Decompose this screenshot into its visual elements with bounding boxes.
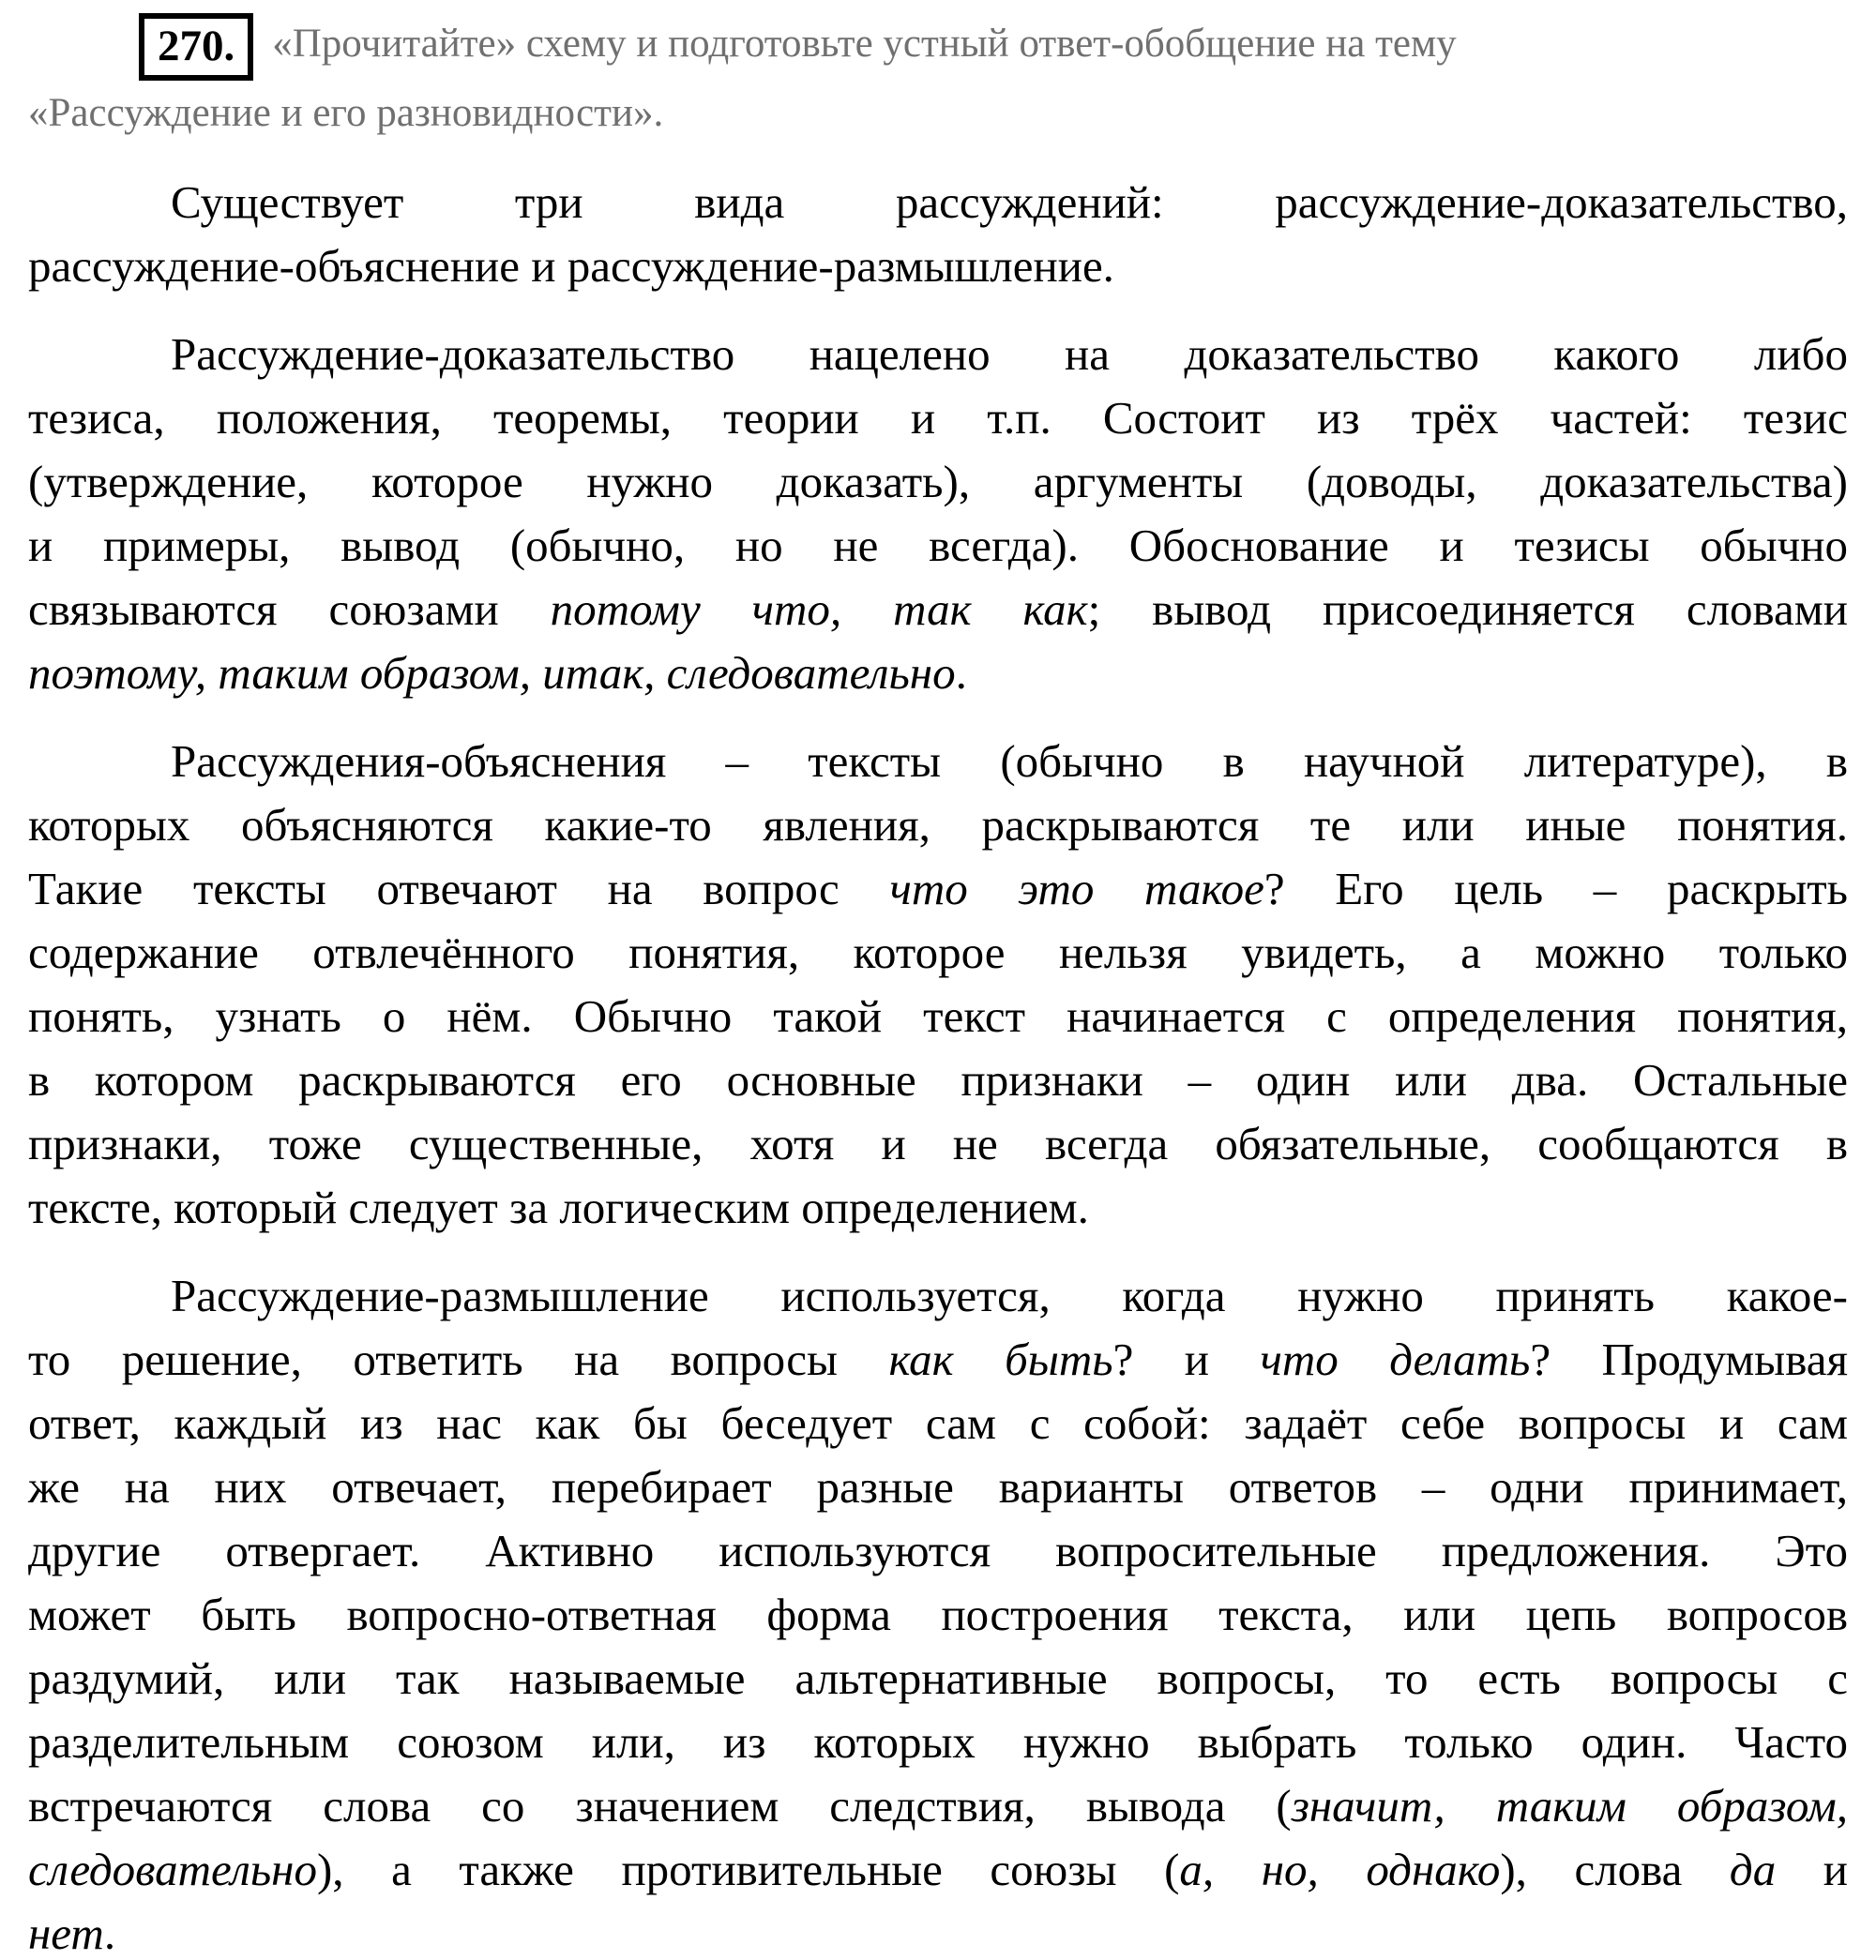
exercise-number: 270.: [158, 22, 235, 70]
text-segment: Рассуждения-объяснения – тексты (обычно в научной литературе), в: [171, 734, 1848, 787]
text-segment: (утверждение, которое нужно доказать), аргументы (доводы, доказательства): [28, 455, 1848, 507]
text-line: [28, 234, 1848, 298]
text-line: [28, 1112, 1848, 1176]
text-line: [28, 1328, 1848, 1392]
text-segment: Рассуждение-размышление используется, когда нужно принять какое-: [171, 1269, 1848, 1321]
text-segment: в котором раскрываются его основные признаки – один или два. Остальные: [28, 1053, 1848, 1106]
text-line: [28, 1048, 1848, 1112]
paragraph: [28, 171, 1848, 298]
text-segment: Рассуждение-доказательство нацелено на доказательство какого либо: [171, 327, 1848, 380]
exercise-instruction-line1: «Прочитайте» схему и подготовьте устный ответ-обобщение на тему: [272, 21, 1457, 66]
text-segment: рассуждение-объяснение и рассуждение-размышление.: [28, 239, 1114, 292]
text-line: [28, 985, 1848, 1048]
text-segment: .: [103, 1907, 116, 1959]
text-segment: признаки, тоже существенные, хотя и не всегда обязательные, сообщаются в: [28, 1117, 1848, 1169]
italic-text-segment: а, но, однако: [1179, 1843, 1501, 1895]
text-line: [28, 1647, 1848, 1711]
text-line: [28, 450, 1848, 514]
paragraph: [28, 730, 1848, 1240]
italic-text-segment: следовательно: [28, 1843, 317, 1895]
text-line: [28, 921, 1848, 985]
text-segment: ? Продумывая: [1530, 1333, 1849, 1385]
text-line: [28, 1774, 1848, 1838]
italic-text-segment: что делать: [1260, 1333, 1531, 1385]
text-line: [28, 1176, 1848, 1240]
text-segment: же на них отвечает, перебирает разные варианты ответов – одни принимает,: [28, 1460, 1848, 1513]
italic-text-segment: что это такое: [889, 862, 1264, 914]
text-segment: понять, узнать о нём. Обычно такой текст начинается с определения понятия,: [28, 989, 1848, 1042]
text-line: [28, 1264, 1848, 1328]
text-segment: ; вывод присоединяется словами: [1087, 582, 1848, 635]
text-segment: ), а также противительные союзы (: [316, 1843, 1180, 1895]
italic-text-segment: как быть: [888, 1333, 1113, 1385]
text-line: [28, 386, 1848, 450]
text-line: [28, 641, 1848, 705]
text-line: [28, 1711, 1848, 1774]
italic-text-segment: значит, таким образом,: [1291, 1779, 1848, 1832]
paragraph: [28, 323, 1848, 705]
text-segment: Такие тексты отвечают на вопрос: [28, 862, 890, 914]
text-segment: и примеры, вывод (обычно, но не всегда). Обоснование и тезисы обычно: [28, 519, 1848, 571]
text-line: [28, 857, 1848, 921]
text-line: [28, 793, 1848, 857]
text-line: [28, 1902, 1848, 1960]
text-segment: тексте, который следует за логическим определением.: [28, 1181, 1089, 1233]
text-segment: содержание отвлечённого понятия, которое нельзя увидеть, а можно только: [28, 926, 1848, 978]
exercise-number-badge: [139, 13, 253, 81]
text-line: [28, 514, 1848, 578]
text-segment: ), слова: [1500, 1843, 1730, 1895]
text-segment: Существует три вида рассуждений: рассуждение-доказательство,: [171, 175, 1848, 228]
text-line: [28, 578, 1848, 641]
text-line: [28, 1455, 1848, 1519]
exercise-header: [28, 13, 1848, 139]
text-segment: другие отвергает. Активно используются вопросительные предложения. Это: [28, 1524, 1848, 1576]
text-segment: ответ, каждый из нас как бы беседует сам с собой: задаёт себе вопросы и сам: [28, 1396, 1848, 1449]
text-segment: встречаются слова со значением следствия, вывода (: [28, 1779, 1292, 1832]
text-line: [28, 730, 1848, 793]
text-segment: то решение, ответить на вопросы: [28, 1333, 889, 1385]
text-segment: может быть вопросно-ответная форма построения текста, или цепь вопросов: [28, 1588, 1848, 1640]
text-segment: тезиса, положения, теоремы, теории и т.п. Состоит из трёх частей: тезис: [28, 391, 1848, 444]
text-line: [28, 323, 1848, 386]
text-line: [28, 1583, 1848, 1647]
italic-text-segment: нет: [28, 1907, 104, 1959]
body-text: [28, 171, 1848, 1960]
italic-text-segment: потому что, так как: [550, 582, 1088, 635]
text-line: [28, 1519, 1848, 1583]
text-segment: связываются союзами: [28, 582, 551, 635]
text-segment: которых объясняются какие-то явления, раскрываются те или иные понятия.: [28, 798, 1848, 851]
text-line: [28, 171, 1848, 234]
text-line: [28, 1392, 1848, 1455]
text-segment: .: [955, 646, 967, 699]
exercise-instruction-line2: «Рассуждение и его разновидности».: [28, 91, 664, 136]
text-segment: и: [1776, 1843, 1848, 1895]
text-segment: ? и: [1112, 1333, 1261, 1385]
text-segment: ? Его цель – раскрыть: [1263, 862, 1849, 914]
paragraph: [28, 1264, 1848, 1960]
text-segment: раздумий, или так называемые альтернативные вопросы, то есть вопросы с: [28, 1651, 1848, 1704]
text-segment: разделительным союзом или, из которых нужно выбрать только один. Часто: [28, 1715, 1848, 1768]
text-line: [28, 1838, 1848, 1902]
italic-text-segment: поэтому, таким образом, итак, следовательно: [28, 646, 956, 699]
italic-text-segment: да: [1729, 1843, 1777, 1895]
